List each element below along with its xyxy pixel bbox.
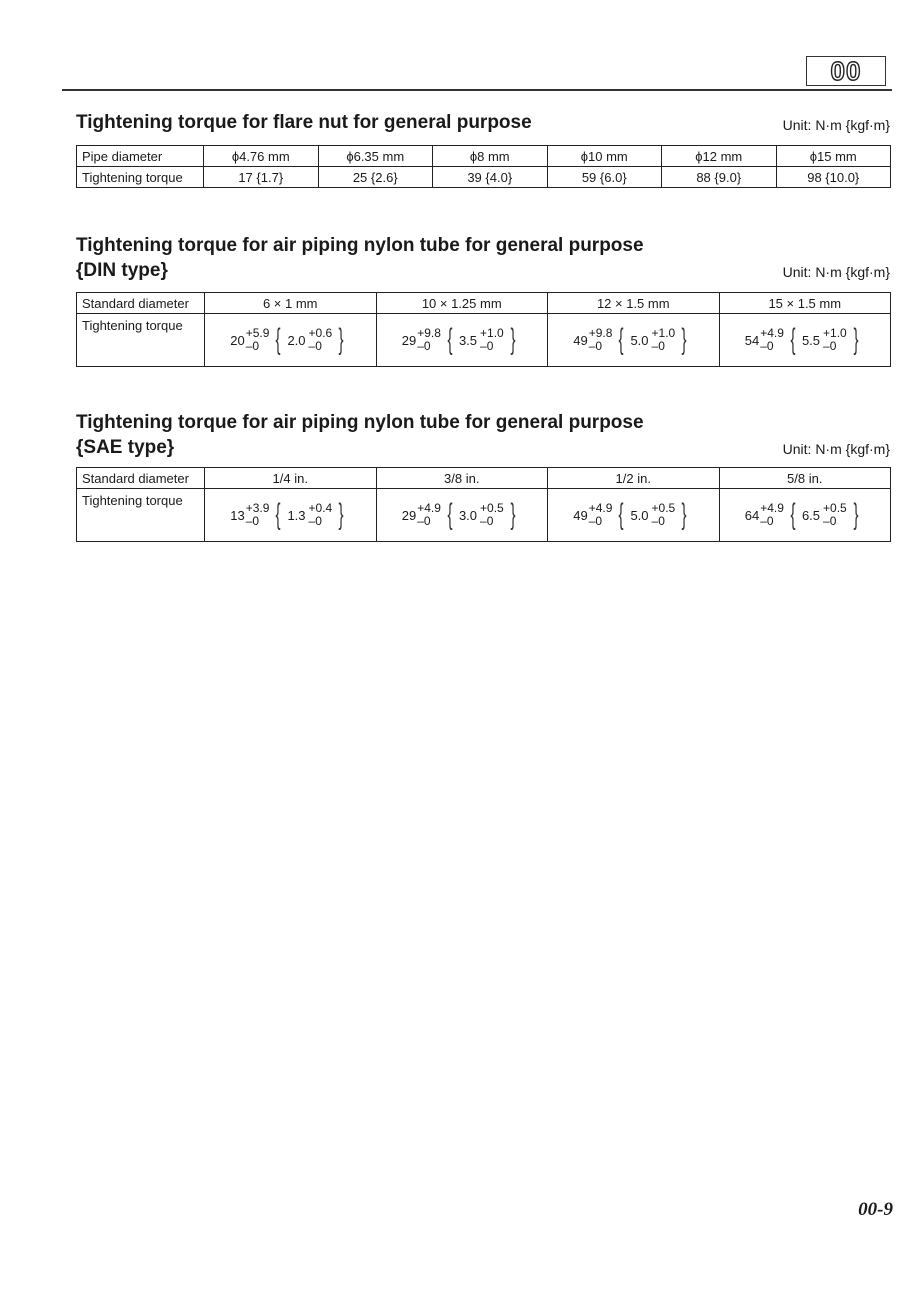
diameter-cell: 15 × 1.5 mm (719, 293, 891, 314)
kgf-tolerance-plus: +0.5 (651, 501, 676, 515)
kgf-tolerance-plus: +0.4 (308, 501, 333, 515)
torque-base: 20 (230, 332, 245, 348)
sae-unit: Unit: N·m {kgf·m} (782, 441, 890, 457)
kgf-base: 5.0 (630, 507, 649, 523)
pipe-diameter-cell: ϕ12 mm (662, 146, 777, 167)
row-label: Standard diameter (77, 468, 205, 489)
torque-cell: 98 {10.0} (776, 167, 891, 188)
row-label: Tightening torque (77, 167, 204, 188)
kgf-base: 6.5 (801, 507, 821, 523)
din-title-line1: Tightening torque for air piping nylon tube for general purpose (76, 235, 644, 256)
diameter-cell: 5/8 in. (719, 468, 891, 489)
open-brace-icon: { (618, 323, 624, 356)
torque-cell (719, 489, 891, 542)
tolerance-plus: +9.8 (588, 326, 613, 340)
pipe-diameter-cell: ϕ4.76 mm (204, 146, 319, 167)
sae-title-line2: {SAE type} (76, 437, 175, 458)
row-label: Tightening torque (77, 314, 205, 367)
din-title-line2: {DIN type} (76, 260, 168, 281)
tolerance-plus: +4.9 (760, 326, 784, 340)
kgf-tolerance-minus: –0 (823, 339, 837, 353)
tolerance-plus: +4.9 (760, 501, 784, 515)
diameter-cell: 12 × 1.5 mm (548, 293, 720, 314)
tolerance-plus: +4.9 (588, 501, 613, 515)
torque-cell: 25 {2.6} (318, 167, 433, 188)
kgf-tolerance-plus: +0.5 (823, 501, 847, 515)
sae-table (76, 467, 891, 542)
kgf-tolerance-plus: +1.0 (480, 326, 504, 340)
torque-cell: 17 {1.7} (204, 167, 319, 188)
torque-base: 54 (744, 332, 760, 348)
tolerance-plus: +3.9 (245, 501, 270, 515)
kgf-tolerance-plus: +0.6 (308, 326, 333, 340)
close-brace-icon: } (338, 498, 344, 531)
table-row (77, 468, 891, 489)
open-brace-icon: { (275, 323, 281, 356)
row-label: Pipe diameter (77, 146, 204, 167)
torque-base: 49 (573, 507, 588, 523)
torque-cell: 59 {6.0} (547, 167, 662, 188)
diameter-cell: 3/8 in. (376, 468, 548, 489)
tolerance-minus: –0 (417, 339, 431, 353)
header-rule (62, 89, 892, 91)
kgf-base: 2.0 (287, 332, 306, 348)
pipe-diameter-cell: ϕ15 mm (776, 146, 891, 167)
din-table (76, 292, 891, 367)
kgf-tolerance-minus: –0 (651, 339, 665, 353)
tolerance-plus: +4.9 (417, 501, 441, 515)
tolerance-minus: –0 (588, 339, 603, 353)
close-brace-icon: } (853, 498, 859, 531)
close-brace-icon: } (681, 323, 687, 356)
close-brace-icon: } (338, 323, 344, 356)
kgf-tolerance-minus: –0 (308, 514, 322, 528)
flare-nut-unit: Unit: N·m {kgf·m} (782, 117, 890, 133)
torque-cell (205, 489, 377, 542)
row-label: Tightening torque (77, 489, 205, 542)
row-label: Standard diameter (77, 293, 205, 314)
close-brace-icon: } (853, 323, 859, 356)
pipe-diameter-cell: ϕ10 mm (547, 146, 662, 167)
pipe-diameter-cell: ϕ8 mm (433, 146, 548, 167)
section-code: 00 (830, 55, 862, 86)
torque-cell (548, 489, 720, 542)
sae-title-line1: Tightening torque for air piping nylon tube for general purpose (76, 412, 644, 433)
tolerance-minus: –0 (760, 514, 774, 528)
open-brace-icon: { (447, 323, 453, 356)
flare-nut-table (76, 145, 891, 188)
kgf-tolerance-minus: –0 (308, 339, 322, 353)
open-brace-icon: { (275, 498, 281, 531)
tolerance-minus: –0 (245, 339, 260, 353)
tolerance-minus: –0 (760, 339, 774, 353)
open-brace-icon: { (790, 498, 796, 531)
tolerance-minus: –0 (588, 514, 603, 528)
torque-cell (548, 314, 720, 367)
torque-cell: 88 {9.0} (662, 167, 777, 188)
open-brace-icon: { (790, 323, 796, 356)
table-row (77, 167, 891, 188)
table-row (77, 146, 891, 167)
torque-base: 29 (401, 507, 417, 523)
tolerance-minus: –0 (417, 514, 431, 528)
kgf-tolerance-plus: +0.5 (480, 501, 504, 515)
torque-base: 64 (744, 507, 760, 523)
table-row (77, 293, 891, 314)
diameter-cell: 1/2 in. (548, 468, 720, 489)
torque-cell: 39 {4.0} (433, 167, 548, 188)
torque-base: 49 (573, 332, 588, 348)
torque-cell (205, 314, 377, 367)
tolerance-minus: –0 (245, 514, 260, 528)
kgf-base: 5.5 (801, 332, 821, 348)
open-brace-icon: { (618, 498, 624, 531)
torque-cell (719, 314, 891, 367)
kgf-tolerance-plus: +1.0 (823, 326, 847, 340)
kgf-base: 1.3 (287, 507, 306, 523)
diameter-cell: 1/4 in. (205, 468, 377, 489)
close-brace-icon: } (510, 498, 516, 531)
table-row (77, 489, 891, 542)
kgf-tolerance-minus: –0 (651, 514, 665, 528)
pipe-diameter-cell: ϕ6.35 mm (318, 146, 433, 167)
kgf-tolerance-minus: –0 (480, 514, 494, 528)
page-number: 00-9 (858, 1199, 893, 1220)
table-row (77, 314, 891, 367)
kgf-tolerance-plus: +1.0 (651, 326, 676, 340)
kgf-base: 3.5 (458, 332, 478, 348)
torque-cell (376, 489, 548, 542)
kgf-base: 3.0 (458, 507, 478, 523)
close-brace-icon: } (681, 498, 687, 531)
torque-cell (376, 314, 548, 367)
din-unit: Unit: N·m {kgf·m} (782, 264, 890, 280)
tolerance-plus: +5.9 (245, 326, 270, 340)
torque-base: 13 (230, 507, 245, 523)
close-brace-icon: } (510, 323, 516, 356)
diameter-cell: 10 × 1.25 mm (376, 293, 548, 314)
kgf-tolerance-minus: –0 (480, 339, 494, 353)
torque-base: 29 (401, 332, 417, 348)
open-brace-icon: { (447, 498, 453, 531)
diameter-cell: 6 × 1 mm (205, 293, 377, 314)
kgf-tolerance-minus: –0 (823, 514, 837, 528)
section-code-box (806, 56, 886, 86)
flare-nut-title: Tightening torque for flare nut for general purpose (76, 112, 532, 133)
kgf-base: 5.0 (630, 332, 649, 348)
tolerance-plus: +9.8 (417, 326, 441, 340)
